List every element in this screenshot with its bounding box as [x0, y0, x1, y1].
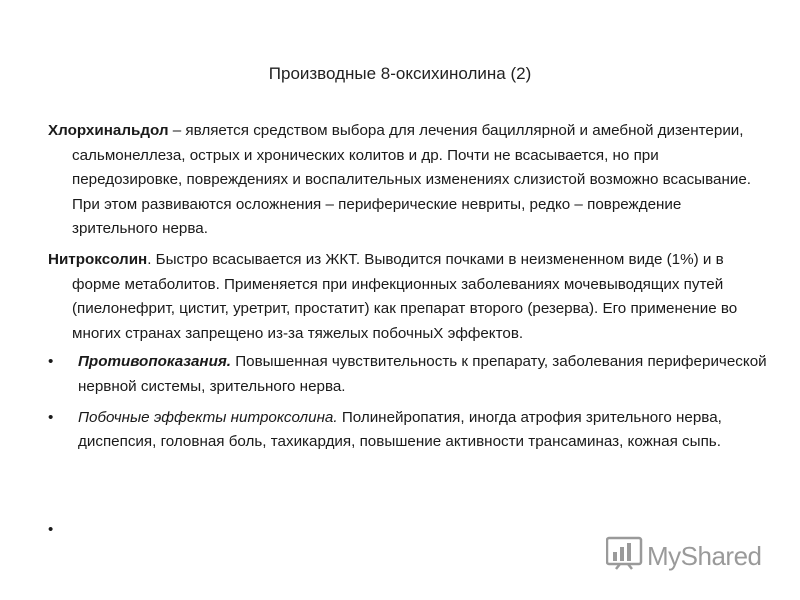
bullet-dot: •	[48, 353, 54, 371]
watermark-text: MyShared	[647, 541, 762, 571]
bullet-text: Полинейропатия, иногда атрофия зрительного нерва, диспепсия, головная боль, тахикардия, повышение активности трансаминаз, кожная сыпь.	[78, 408, 722, 451]
bullet-dot: •	[48, 408, 54, 426]
bullet-label: Противопоказания.	[78, 353, 232, 371]
paragraph-text: – является средством выбора для лечения бациллярной и амебной дизентерии, сальмонеллеза, острых и хронических колитов и др. Почти не всасывается, но при передозировке, повреждениях и воспалительных изменениях слизистой возможно всасывание. При этом развиваются осложнения – периферические невриты, редко – повреждение зрительного нерва.	[72, 122, 751, 238]
slide-title: Производные 8-оксихинолина (2)	[268, 64, 532, 83]
slide-content	[48, 119, 770, 455]
paragraph-chlorquinaldol	[48, 119, 770, 242]
empty-bullet: •	[48, 521, 54, 538]
bullet-label: Побочные эффекты нитроксолина.	[78, 408, 338, 426]
chart-bars-icon	[606, 536, 647, 577]
term-chlorquinaldol: Хлорхинальдол	[48, 122, 169, 139]
watermark-logo	[606, 536, 762, 577]
bullet-text: Повышенная чувствительность к препарату, заболевания периферической нервной системы, зрительного нерва.	[78, 353, 767, 395]
term-nitroxoline: Нитроксолин	[48, 250, 148, 268]
paragraph-nitroxoline	[48, 248, 770, 346]
bullet-contraindications	[48, 350, 770, 399]
paragraph-text: . Быстро всасывается из ЖКТ. Выводится почками в неизмененном виде (1%) и в форме метаболитов. Применяется при инфекционных заболеваниях мочевыводящих путей (пиелонефрит, цистит, уретрит, простатит) как препарат второго (резерва). Его применение во многих странах запрещено из-за тяжелых побочныХ эффектов.	[72, 250, 738, 342]
bullet-side-effects	[48, 406, 770, 455]
